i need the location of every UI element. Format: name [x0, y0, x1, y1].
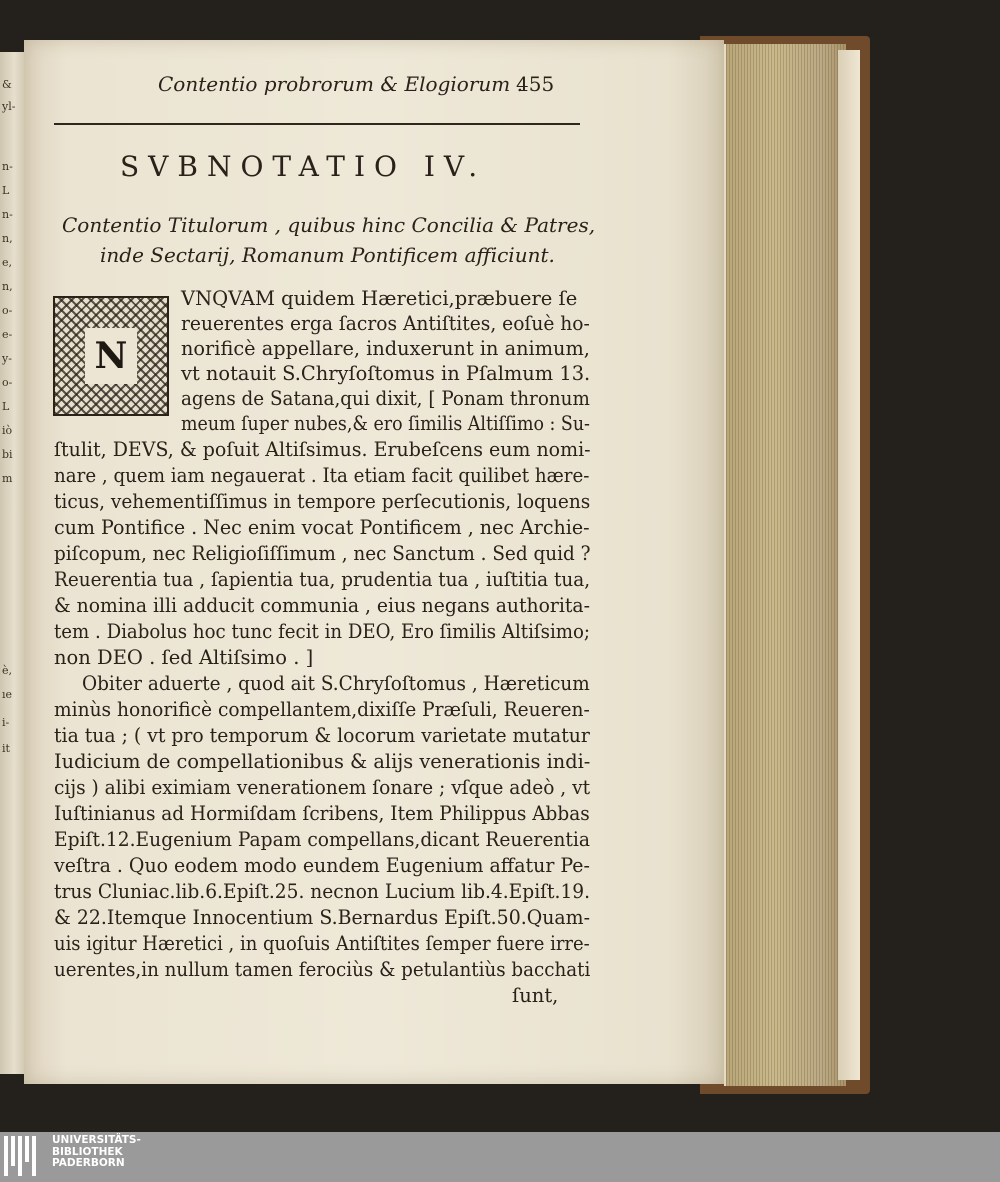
body-line: nare , quem iam negauerat . Ita etiam facit quilibet hære-	[54, 464, 590, 487]
body-line: tem . Diabolus hoc tunc fecit in DEO, Ero ſimilis Altiſsimo;	[54, 620, 591, 643]
facing-page-fragment: it	[2, 742, 10, 755]
facing-page-fragment: L	[2, 400, 10, 413]
body-line: Obiter aduerte , quod ait S.Chryſoſtomus , Hæreticum	[82, 672, 590, 695]
page-edge-highlight	[838, 50, 860, 1080]
body-line: Reuerentia tua , ſapientia tua, prudentia tua , iuſtitia tua,	[54, 568, 591, 591]
facing-page-fragment: bi	[2, 448, 13, 461]
book-page	[24, 40, 724, 1084]
page-edges	[724, 44, 846, 1086]
body-line: uerentes,in nullum tamen ferociùs & petulantiùs bacchati	[54, 958, 591, 981]
body-line: norificè appellare, induxerunt in animum,	[181, 337, 590, 360]
facing-page-fragment: y-	[2, 352, 12, 365]
page-number: 455	[516, 72, 555, 96]
body-line: minùs honorificè compellantem,dixiſſe Præſuli, Reueren-	[54, 698, 590, 721]
subtitle-line: inde Sectarij, Romanum Pontificem afficiunt.	[100, 243, 555, 267]
facing-page-fragment: e-	[2, 328, 13, 341]
facing-page-fragment: n-	[2, 208, 13, 221]
facing-page-fragment: m	[2, 472, 13, 485]
body-line: ſunt,	[512, 984, 559, 1007]
library-name-line: UNIVERSITÄTS-	[52, 1134, 141, 1146]
body-line: cijs ) alibi eximiam venerationem ſonare ; vſque adeò , vt	[54, 776, 591, 799]
facing-page-fragment: n,	[2, 232, 13, 245]
body-line: tia tua ; ( vt pro temporum & locorum varietate mutatur	[54, 724, 590, 747]
facing-page-fragment: è,	[2, 664, 13, 677]
subtitle-line: Contentio Titulorum , quibus hinc Concilia & Patres,	[62, 213, 596, 237]
initial-letter: N	[85, 328, 137, 384]
header-rule	[54, 123, 580, 125]
facing-page-fragment: L	[2, 184, 10, 197]
facing-page-fragment: e,	[2, 256, 13, 269]
library-name	[52, 1135, 141, 1170]
body-line: uis igitur Hæretici , in quoſuis Antiſtites ſemper fuere irre-	[54, 932, 590, 955]
body-line: ticus, vehementiſſimus in tempore perſecutionis, loquens	[54, 490, 591, 513]
library-name-line: PADERBORN	[52, 1157, 125, 1169]
facing-page-fragment: iò	[2, 424, 13, 437]
facing-page-fragment: i-	[2, 716, 10, 729]
library-logo-icon	[4, 1136, 46, 1176]
body-line: trus Cluniac.lib.6.Epiſt.25. necnon Lucium lib.4.Epiſt.19.	[54, 880, 591, 903]
body-line: & 22.Itemque Innocentium S.Bernardus Epiſt.50.Quam-	[54, 906, 590, 929]
body-line: Iudicium de compellationibus & alijs venerationis indi-	[54, 750, 591, 773]
body-line: vt notauit S.Chryſoſtomus in Pſalmum 13.	[181, 362, 591, 385]
facing-page-fragment: o-	[2, 304, 13, 317]
body-line: veſtra . Quo eodem modo eundem Eugenium affatur Pe-	[54, 854, 590, 877]
running-head: Contentio probrorum & Elogiorum .	[158, 72, 523, 96]
body-line: VNQVAM quidem Hæretici,præbuere ſe	[181, 287, 578, 310]
library-footer-bar	[0, 1132, 1000, 1182]
section-title: SVBNOTATIO IV.	[120, 150, 487, 183]
body-line: & nomina illi adducit communia , eius negans authorita-	[54, 594, 590, 617]
body-line: agens de Satana,qui dixit, [ Ponam thronum	[181, 387, 590, 410]
body-line: piſcopum, nec Religioſiſſimum , nec Sanctum . Sed quid ?	[54, 542, 591, 565]
body-line: meum ſuper nubes,& ero ſimilis Altiſſimo : Su-	[181, 412, 590, 435]
facing-page-fragment: ıe	[2, 688, 13, 701]
body-line: Epiſt.12.Eugenium Papam compellans,dicant Reuerentia	[54, 828, 591, 851]
library-name-line: BIBLIOTHEK	[52, 1145, 123, 1158]
body-line: cum Pontifice . Nec enim vocat Pontificem , nec Archie-	[54, 516, 590, 539]
facing-page-sliver	[0, 52, 25, 1074]
facing-page-fragment: n-	[2, 160, 13, 173]
body-line: reuerentes erga ſacros Antiſtites, eoſuè ho-	[181, 312, 590, 335]
body-line: ſtulit, DEVS, & poſuit Altiſsimus. Erubeſcens eum nomi-	[54, 438, 591, 461]
decorated-initial	[53, 296, 169, 416]
facing-page-fragment: yl-	[2, 100, 16, 113]
body-line: Iuſtinianus ad Hormiſdam ſcribens, Item Philippus Abbas	[54, 802, 590, 825]
body-line: non DEO . ſed Altiſsimo . ]	[54, 646, 314, 669]
facing-page-fragment: &	[2, 78, 12, 91]
facing-page-fragment: o-	[2, 376, 13, 389]
facing-page-fragment: n,	[2, 280, 13, 293]
